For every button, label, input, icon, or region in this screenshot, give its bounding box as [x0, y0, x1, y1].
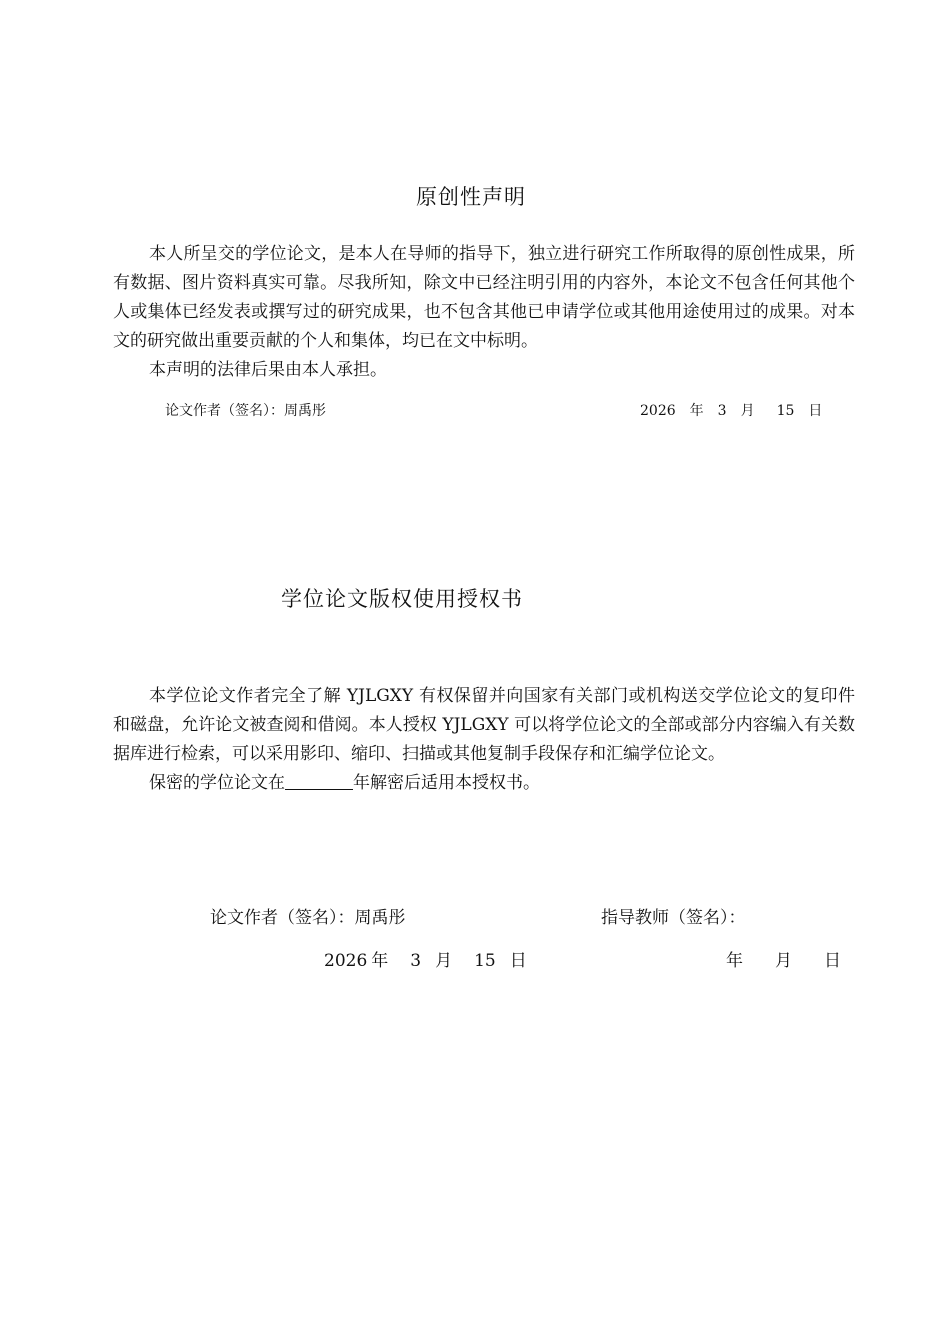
statement-date-year-unit: 年: [689, 403, 704, 419]
statement-paragraph-2: 本声明的法律后果由本人承担。: [149, 360, 387, 380]
authorization-paragraph-2-suffix: 年解密后适用本授权书。: [353, 773, 540, 793]
statement-date-year: 2026: [640, 403, 676, 419]
statement-date-month: 3: [717, 403, 727, 419]
statement-date-day-unit: 日: [808, 403, 823, 419]
statement-date-month-unit: 月: [740, 403, 755, 419]
statement-signature: 论文作者（签名）：周禹彤: [165, 403, 326, 419]
authorization-body: [113, 682, 855, 798]
secret-years-blank: [285, 773, 353, 790]
authorization-advisor-signature: 指导教师（签名）：: [601, 908, 746, 928]
author-date-month: 3: [410, 951, 422, 971]
advisor-date-year-unit: 年: [726, 951, 743, 971]
advisor-date-month-unit: 月: [775, 951, 792, 971]
authorization-paragraph-2-prefix: 保密的学位论文在: [149, 773, 285, 793]
statement-date-day: 15: [776, 403, 795, 419]
author-date-month-unit: 月: [435, 951, 453, 971]
author-date-day-unit: 日: [509, 951, 527, 971]
advisor-date-day-unit: 日: [824, 951, 841, 971]
authorization-title: 学位论文版权使用授权书: [281, 587, 523, 611]
statement-date: [640, 400, 822, 420]
author-date-day: 15: [474, 951, 496, 971]
statement-body: [113, 240, 855, 385]
statement-title: 原创性声明: [416, 185, 526, 209]
author-date-year-unit: 年: [371, 951, 389, 971]
authorization-advisor-date: [726, 946, 841, 971]
authorization-paragraph-2: [113, 769, 855, 798]
statement-paragraph-1: 本人所呈交的学位论文，是本人在导师的指导下，独立进行研究工作所取得的原创性成果，所有数据、图片资料真实可靠。尽我所知，除文中已经注明引用的内容外，本论文不包含任何其他个人或集体已经发表或撰写过的研究成果，也不包含其他已申请学位或其他用途使用过的成果。对本文的研究做出重要贡献的个人和集体，均已在文中标明。: [113, 244, 855, 351]
authorization-author-date: [324, 946, 527, 971]
authorization-paragraph-1: 本学位论文作者完全了解 YJLGXY 有权保留并向国家有关部门或机构送交学位论文的复印件和磁盘，允许论文被查阅和借阅。本人授权 YJLGXY 可以将学位论文的全部或部分内容编入有关数据库进行检索，可以采用影印、缩印、扫描或其他复制手段保存和汇编学位论文。: [113, 686, 855, 764]
authorization-author-signature: 论文作者（签名）：周禹彤: [210, 908, 406, 928]
author-date-year: 2026: [324, 951, 368, 971]
